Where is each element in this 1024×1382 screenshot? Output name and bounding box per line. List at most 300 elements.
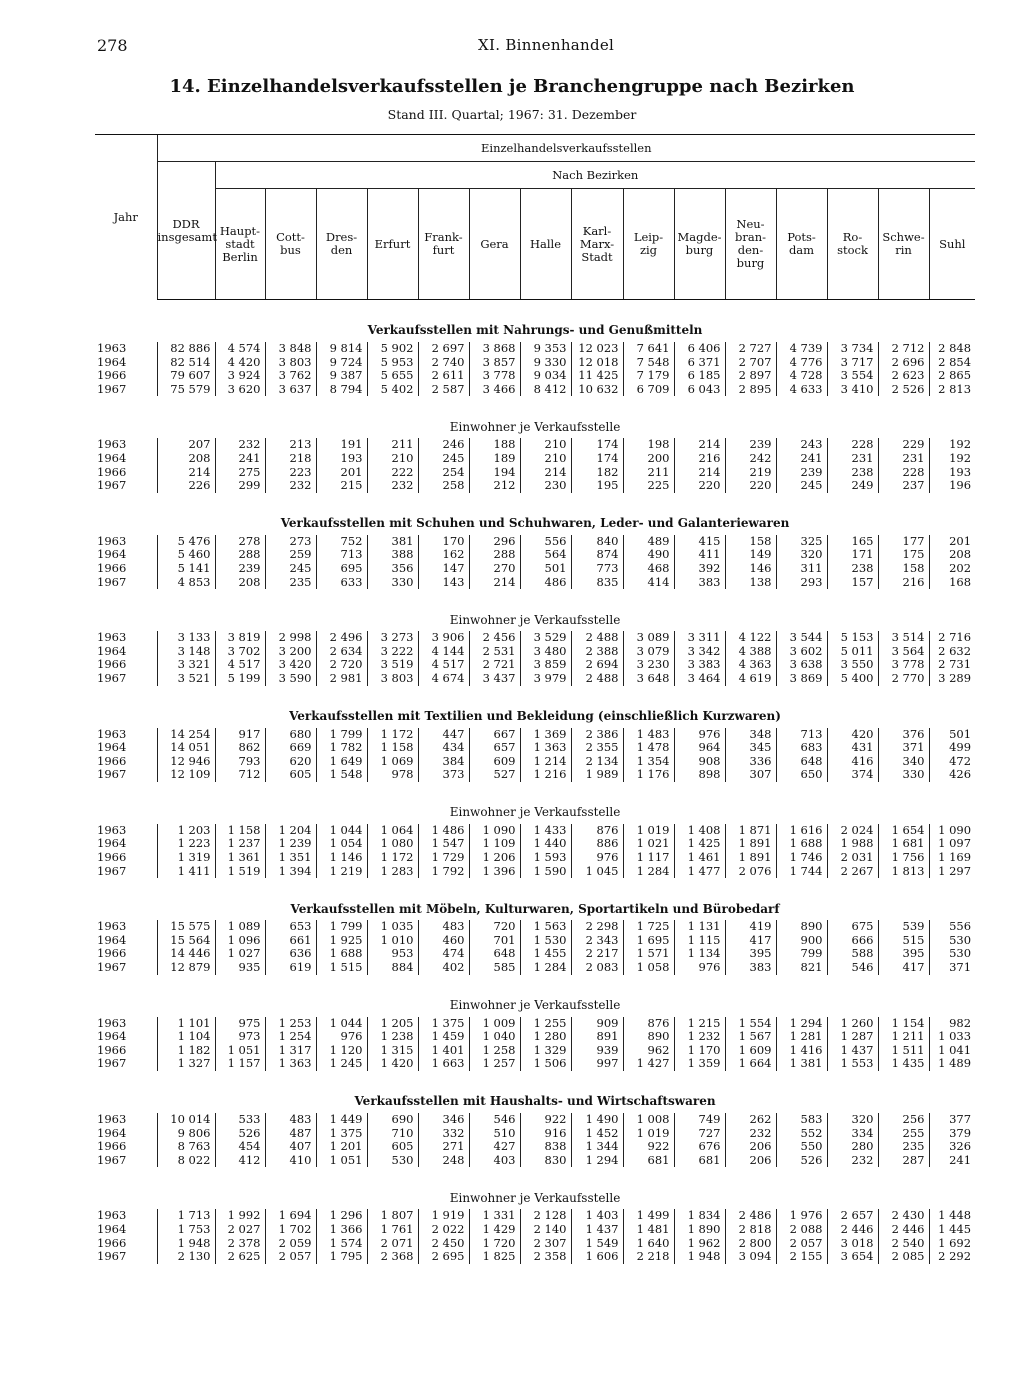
district-header: Ro- stock <box>827 189 878 300</box>
district-value-cell: 3 437 <box>469 672 520 686</box>
district-value-cell: 9 034 <box>520 369 571 383</box>
year-cell: 1967 <box>97 1249 127 1264</box>
district-value-cell: 188 <box>469 438 520 452</box>
district-value-cell: 676 <box>674 1140 725 1154</box>
district-value-cell: 619 <box>265 961 316 975</box>
district-value-cell: 1 363 <box>520 741 571 755</box>
district-value-cell: 2 059 <box>265 1237 316 1251</box>
district-value-cell: 311 <box>776 562 827 576</box>
district-value-cell: 1 813 <box>878 865 929 879</box>
table-row <box>95 824 975 838</box>
district-value-cell: 510 <box>469 1127 520 1141</box>
district-value-cell: 1 172 <box>367 728 418 742</box>
district-value-cell: 486 <box>520 576 571 590</box>
district-value-cell: 1 064 <box>367 824 418 838</box>
district-value-cell: 307 <box>725 768 776 782</box>
district-value-cell: 245 <box>776 479 827 493</box>
district-value-cell: 238 <box>827 466 878 480</box>
district-value-cell: 8 412 <box>520 383 571 397</box>
district-value-cell: 1 807 <box>367 1209 418 1223</box>
district-value-cell: 650 <box>776 768 827 782</box>
district-value-cell: 147 <box>418 562 469 576</box>
district-value-cell: 371 <box>878 741 929 755</box>
district-value-cell: 501 <box>520 562 571 576</box>
district-value-cell: 4 517 <box>418 658 469 672</box>
header-ddr: DDR insgesamt <box>157 162 215 300</box>
table-row <box>95 755 975 769</box>
district-value-cell: 1 396 <box>469 865 520 879</box>
district-value-cell: 2 998 <box>265 631 316 645</box>
district-value-cell: 890 <box>776 920 827 934</box>
district-value-cell: 487 <box>265 1127 316 1141</box>
ddr-value-cell: 12 109 <box>157 768 215 782</box>
year-cell: 1966 <box>97 850 127 865</box>
district-value-cell: 1 519 <box>215 865 265 879</box>
district-value-cell: 935 <box>215 961 265 975</box>
table-row <box>95 934 975 948</box>
district-value-cell: 1 215 <box>674 1017 725 1031</box>
district-value-cell: 258 <box>418 479 469 493</box>
district-value-cell: 773 <box>571 562 623 576</box>
section-header-row <box>95 782 975 824</box>
table-row <box>95 369 975 383</box>
district-value-cell: 3 410 <box>827 383 878 397</box>
district-value-cell: 5 153 <box>827 631 878 645</box>
ddr-value-cell: 208 <box>157 452 215 466</box>
district-value-cell: 530 <box>929 934 975 948</box>
district-header: Haupt- stadt Berlin <box>215 189 265 300</box>
section-title: Einwohner je Verkaufsstelle <box>449 612 621 627</box>
district-value-cell: 1 260 <box>827 1017 878 1031</box>
district-value-cell: 2 217 <box>571 947 623 961</box>
district-value-cell: 218 <box>265 452 316 466</box>
district-value-cell: 1 317 <box>265 1044 316 1058</box>
district-value-cell: 973 <box>215 1030 265 1044</box>
district-value-cell: 407 <box>265 1140 316 1154</box>
year-cell: 1964 <box>97 1029 127 1044</box>
year-cell: 1964 <box>97 1125 127 1140</box>
district-value-cell: 605 <box>367 1140 418 1154</box>
district-value-cell: 1 216 <box>520 768 571 782</box>
district-value-cell: 3 079 <box>623 645 674 659</box>
district-value-cell: 232 <box>265 479 316 493</box>
district-value-cell: 10 632 <box>571 383 623 397</box>
district-value-cell: 1 420 <box>367 1057 418 1071</box>
district-value-cell: 211 <box>367 438 418 452</box>
district-value-cell: 620 <box>265 755 316 769</box>
district-value-cell: 280 <box>827 1140 878 1154</box>
district-value-cell: 2 818 <box>725 1223 776 1237</box>
district-value-cell: 891 <box>571 1030 623 1044</box>
district-value-cell: 1 548 <box>316 768 367 782</box>
district-value-cell: 7 548 <box>623 356 674 370</box>
district-value-cell: 1 257 <box>469 1057 520 1071</box>
district-value-cell: 2 696 <box>878 356 929 370</box>
district-value-cell: 976 <box>674 728 725 742</box>
district-value-cell: 1 294 <box>571 1154 623 1168</box>
district-value-cell: 239 <box>215 562 265 576</box>
ddr-value-cell: 82 514 <box>157 356 215 370</box>
district-value-cell: 4 633 <box>776 383 827 397</box>
district-value-cell: 680 <box>265 728 316 742</box>
district-value-cell: 609 <box>469 755 520 769</box>
district-value-cell: 3 554 <box>827 369 878 383</box>
district-value-cell: 3 620 <box>215 383 265 397</box>
district-value-cell: 530 <box>367 1154 418 1168</box>
district-value-cell: 2 770 <box>878 672 929 686</box>
district-value-cell: 1 515 <box>316 961 367 975</box>
district-value-cell: 1 435 <box>878 1057 929 1071</box>
table-row <box>95 768 975 782</box>
ddr-value-cell: 1 319 <box>157 851 215 865</box>
district-value-cell: 402 <box>418 961 469 975</box>
district-value-cell: 526 <box>776 1154 827 1168</box>
district-value-cell: 749 <box>674 1113 725 1127</box>
district-value-cell: 1 593 <box>520 851 571 865</box>
district-value-cell: 171 <box>827 548 878 562</box>
district-value-cell: 196 <box>929 479 975 493</box>
table-row <box>95 672 975 686</box>
district-value-cell: 9 353 <box>520 342 571 356</box>
section-title: Einwohner je Verkaufsstelle <box>449 1190 621 1205</box>
district-value-cell: 210 <box>367 452 418 466</box>
table-row <box>95 438 975 452</box>
district-value-cell: 168 <box>929 576 975 590</box>
year-cell: 1963 <box>97 1208 127 1223</box>
district-header: Pots- dam <box>776 189 827 300</box>
district-value-cell: 490 <box>623 548 674 562</box>
district-value-cell: 2 486 <box>725 1209 776 1223</box>
table-row <box>95 342 975 356</box>
district-value-cell: 2 716 <box>929 631 975 645</box>
district-value-cell: 182 <box>571 466 623 480</box>
district-value-cell: 2 632 <box>929 645 975 659</box>
district-value-cell: 416 <box>827 755 878 769</box>
table-row <box>95 1057 975 1071</box>
ddr-value-cell: 12 946 <box>157 755 215 769</box>
district-value-cell: 1 688 <box>316 947 367 961</box>
district-value-cell: 539 <box>878 920 929 934</box>
district-value-cell: 648 <box>469 947 520 961</box>
district-value-cell: 3 702 <box>215 645 265 659</box>
district-value-cell: 299 <box>215 479 265 493</box>
district-value-cell: 2 292 <box>929 1250 975 1264</box>
district-value-cell: 3 544 <box>776 631 827 645</box>
district-value-cell: 583 <box>776 1113 827 1127</box>
district-value-cell: 239 <box>776 466 827 480</box>
ddr-value-cell: 9 806 <box>157 1127 215 1141</box>
district-value-cell: 1 681 <box>878 837 929 851</box>
section-header-row <box>95 878 975 920</box>
district-value-cell: 1 363 <box>265 1057 316 1071</box>
year-cell: 1963 <box>97 630 127 645</box>
district-value-cell: 978 <box>367 768 418 782</box>
section-title: Verkaufsstellen mit Möbeln, Kulturwaren, Sportartikeln und Bürobedarf <box>290 901 780 916</box>
table-row <box>95 1113 975 1127</box>
district-value-cell: 210 <box>520 452 571 466</box>
district-value-cell: 4 363 <box>725 658 776 672</box>
district-value-cell: 1 401 <box>418 1044 469 1058</box>
district-value-cell: 922 <box>520 1113 571 1127</box>
district-value-cell: 194 <box>469 466 520 480</box>
district-value-cell: 146 <box>725 562 776 576</box>
year-cell: 1964 <box>97 932 127 947</box>
district-value-cell: 2 378 <box>215 1237 265 1251</box>
district-value-cell: 922 <box>623 1140 674 1154</box>
district-value-cell: 5 902 <box>367 342 418 356</box>
year-cell: 1966 <box>97 1235 127 1250</box>
district-value-cell: 174 <box>571 452 623 466</box>
district-header: Dres- den <box>316 189 367 300</box>
district-value-cell: 3 848 <box>265 342 316 356</box>
district-value-cell: 1 452 <box>571 1127 623 1141</box>
district-value-cell: 1 663 <box>418 1057 469 1071</box>
district-value-cell: 3 564 <box>878 645 929 659</box>
district-value-cell: 2 024 <box>827 824 878 838</box>
district-value-cell: 483 <box>265 1113 316 1127</box>
district-value-cell: 1 296 <box>316 1209 367 1223</box>
table-row <box>95 631 975 645</box>
year-cell: 1963 <box>97 726 127 741</box>
district-value-cell: 192 <box>929 452 975 466</box>
district-value-cell: 1 571 <box>623 947 674 961</box>
district-value-cell: 1 283 <box>367 865 418 879</box>
ddr-value-cell: 8 763 <box>157 1140 215 1154</box>
district-value-cell: 189 <box>469 452 520 466</box>
district-value-cell: 838 <box>520 1140 571 1154</box>
district-value-cell: 214 <box>520 466 571 480</box>
district-value-cell: 648 <box>776 755 827 769</box>
district-value-cell: 2 634 <box>316 645 367 659</box>
district-value-cell: 1 483 <box>623 728 674 742</box>
district-value-cell: 447 <box>418 728 469 742</box>
section-title: Einwohner je Verkaufsstelle <box>449 419 621 434</box>
district-value-cell: 975 <box>215 1017 265 1031</box>
district-value-cell: 5 011 <box>827 645 878 659</box>
district-value-cell: 1 549 <box>571 1237 623 1251</box>
district-value-cell: 1 574 <box>316 1237 367 1251</box>
district-value-cell: 417 <box>878 961 929 975</box>
district-value-cell: 1 069 <box>367 755 418 769</box>
district-value-cell: 1 799 <box>316 728 367 742</box>
district-value-cell: 193 <box>929 466 975 480</box>
section-title: Verkaufsstellen mit Schuhen und Schuhwaren, Leder- und Galanteriewaren <box>280 516 790 531</box>
district-value-cell: 158 <box>878 562 929 576</box>
year-cell: 1966 <box>97 753 127 768</box>
district-value-cell: 1 563 <box>520 920 571 934</box>
district-value-cell: 232 <box>215 438 265 452</box>
table-row <box>95 961 975 975</box>
district-value-cell: 332 <box>418 1127 469 1141</box>
district-value-cell: 3 819 <box>215 631 265 645</box>
district-value-cell: 220 <box>674 479 725 493</box>
district-value-cell: 201 <box>929 535 975 549</box>
district-value-cell: 379 <box>929 1127 975 1141</box>
district-value-cell: 1 245 <box>316 1057 367 1071</box>
district-value-cell: 1 649 <box>316 755 367 769</box>
district-value-cell: 483 <box>418 920 469 934</box>
district-value-cell: 1 792 <box>418 865 469 879</box>
district-value-cell: 962 <box>623 1044 674 1058</box>
district-value-cell: 415 <box>674 535 725 549</box>
district-header: Leip- zig <box>623 189 674 300</box>
year-cell: 1967 <box>97 960 127 975</box>
table-title: 14. Einzelhandelsverkaufsstellen je Branchengruppe nach Bezirken <box>169 76 855 97</box>
district-value-cell: 157 <box>827 576 878 590</box>
ddr-value-cell: 214 <box>157 466 215 480</box>
year-cell: 1966 <box>97 657 127 672</box>
district-value-cell: 4 619 <box>725 672 776 686</box>
section-header-row <box>95 589 975 631</box>
ddr-value-cell: 2 130 <box>157 1250 215 1264</box>
district-value-cell: 1 481 <box>623 1223 674 1237</box>
district-value-cell: 271 <box>418 1140 469 1154</box>
district-value-cell: 1 871 <box>725 824 776 838</box>
year-cell: 1964 <box>97 740 127 755</box>
district-header: Neu- bran- den- burg <box>725 189 776 300</box>
district-value-cell: 3 230 <box>623 658 674 672</box>
district-value-cell: 230 <box>520 479 571 493</box>
district-value-cell: 1 344 <box>571 1140 623 1154</box>
district-value-cell: 5 402 <box>367 383 418 397</box>
ddr-value-cell: 1 223 <box>157 837 215 851</box>
district-value-cell: 1 284 <box>623 865 674 879</box>
district-value-cell: 2 355 <box>571 741 623 755</box>
district-value-cell: 384 <box>418 755 469 769</box>
district-value-cell: 890 <box>623 1030 674 1044</box>
table-row <box>95 452 975 466</box>
district-value-cell: 1 351 <box>265 851 316 865</box>
district-value-cell: 3 550 <box>827 658 878 672</box>
district-value-cell: 909 <box>571 1017 623 1031</box>
district-value-cell: 3 094 <box>725 1250 776 1264</box>
district-value-cell: 2 587 <box>418 383 469 397</box>
district-value-cell: 206 <box>725 1154 776 1168</box>
district-value-cell: 3 466 <box>469 383 520 397</box>
district-value-cell: 2 611 <box>418 369 469 383</box>
table-row <box>95 562 975 576</box>
table-row <box>95 1127 975 1141</box>
district-value-cell: 1 214 <box>520 755 571 769</box>
district-value-cell: 1 109 <box>469 837 520 851</box>
district-value-cell: 1 258 <box>469 1044 520 1058</box>
district-value-cell: 835 <box>571 576 623 590</box>
district-value-cell: 1 694 <box>265 1209 316 1223</box>
district-value-cell: 3 018 <box>827 1237 878 1251</box>
district-value-cell: 273 <box>265 535 316 549</box>
district-value-cell: 585 <box>469 961 520 975</box>
district-value-cell: 7 641 <box>623 342 674 356</box>
year-cell: 1966 <box>97 946 127 961</box>
district-value-cell: 287 <box>878 1154 929 1168</box>
year-cell: 1964 <box>97 836 127 851</box>
district-value-cell: 657 <box>469 741 520 755</box>
district-value-cell: 2 343 <box>571 934 623 948</box>
district-value-cell: 246 <box>418 438 469 452</box>
district-value-cell: 12 023 <box>571 342 623 356</box>
table-row <box>95 1044 975 1058</box>
district-value-cell: 223 <box>265 466 316 480</box>
header-jahr: Jahr <box>95 135 157 300</box>
district-value-cell: 158 <box>725 535 776 549</box>
ddr-value-cell: 3 148 <box>157 645 215 659</box>
district-value-cell: 374 <box>827 768 878 782</box>
district-value-cell: 2 720 <box>316 658 367 672</box>
district-value-cell: 472 <box>929 755 975 769</box>
district-value-cell: 1 616 <box>776 824 827 838</box>
district-value-cell: 431 <box>827 741 878 755</box>
district-value-cell: 1 375 <box>316 1127 367 1141</box>
district-value-cell: 1 511 <box>878 1044 929 1058</box>
district-value-cell: 1 925 <box>316 934 367 948</box>
district-value-cell: 997 <box>571 1057 623 1071</box>
district-value-cell: 2 446 <box>878 1223 929 1237</box>
district-value-cell: 278 <box>215 535 265 549</box>
district-value-cell: 3 906 <box>418 631 469 645</box>
district-value-cell: 1 170 <box>674 1044 725 1058</box>
header-nach-bezirken: Nach Bezirken <box>215 162 975 189</box>
district-value-cell: 232 <box>367 479 418 493</box>
district-header: Halle <box>520 189 571 300</box>
district-value-cell: 2 707 <box>725 356 776 370</box>
district-value-cell: 195 <box>571 479 623 493</box>
year-cell: 1964 <box>97 1221 127 1236</box>
district-value-cell: 2 488 <box>571 631 623 645</box>
ddr-value-cell: 1 948 <box>157 1237 215 1251</box>
district-value-cell: 1 090 <box>929 824 975 838</box>
district-value-cell: 1 158 <box>367 741 418 755</box>
section-header-row <box>95 975 975 1017</box>
district-value-cell: 138 <box>725 576 776 590</box>
district-value-cell: 376 <box>878 728 929 742</box>
district-value-cell: 1 692 <box>929 1237 975 1251</box>
district-value-cell: 1 158 <box>215 824 265 838</box>
district-value-cell: 1 590 <box>520 865 571 879</box>
district-value-cell: 799 <box>776 947 827 961</box>
district-value-cell: 3 734 <box>827 342 878 356</box>
district-value-cell: 1 445 <box>929 1223 975 1237</box>
district-value-cell: 1 891 <box>725 851 776 865</box>
district-value-cell: 2 031 <box>827 851 878 865</box>
district-value-cell: 7 179 <box>623 369 674 383</box>
district-value-cell: 1 009 <box>469 1017 520 1031</box>
district-value-cell: 3 979 <box>520 672 571 686</box>
district-value-cell: 1 416 <box>776 1044 827 1058</box>
year-cell: 1967 <box>97 574 127 589</box>
ddr-value-cell: 10 014 <box>157 1113 215 1127</box>
district-value-cell: 3 803 <box>367 672 418 686</box>
district-value-cell: 2 057 <box>265 1250 316 1264</box>
district-value-cell: 1 219 <box>316 865 367 879</box>
year-cell: 1963 <box>97 533 127 548</box>
district-value-cell: 976 <box>571 851 623 865</box>
district-value-cell: 2 450 <box>418 1237 469 1251</box>
district-value-cell: 2 695 <box>418 1250 469 1264</box>
district-value-cell: 403 <box>469 1154 520 1168</box>
district-header: Frank- furt <box>418 189 469 300</box>
district-value-cell: 6 043 <box>674 383 725 397</box>
district-value-cell: 1 045 <box>571 865 623 879</box>
district-value-cell: 392 <box>674 562 725 576</box>
district-value-cell: 1 459 <box>418 1030 469 1044</box>
district-value-cell: 1 359 <box>674 1057 725 1071</box>
district-header: Schwe- rin <box>878 189 929 300</box>
section-header-row <box>95 493 975 535</box>
district-value-cell: 3 289 <box>929 672 975 686</box>
district-value-cell: 1 369 <box>520 728 571 742</box>
ddr-value-cell: 1 203 <box>157 824 215 838</box>
district-value-cell: 383 <box>674 576 725 590</box>
